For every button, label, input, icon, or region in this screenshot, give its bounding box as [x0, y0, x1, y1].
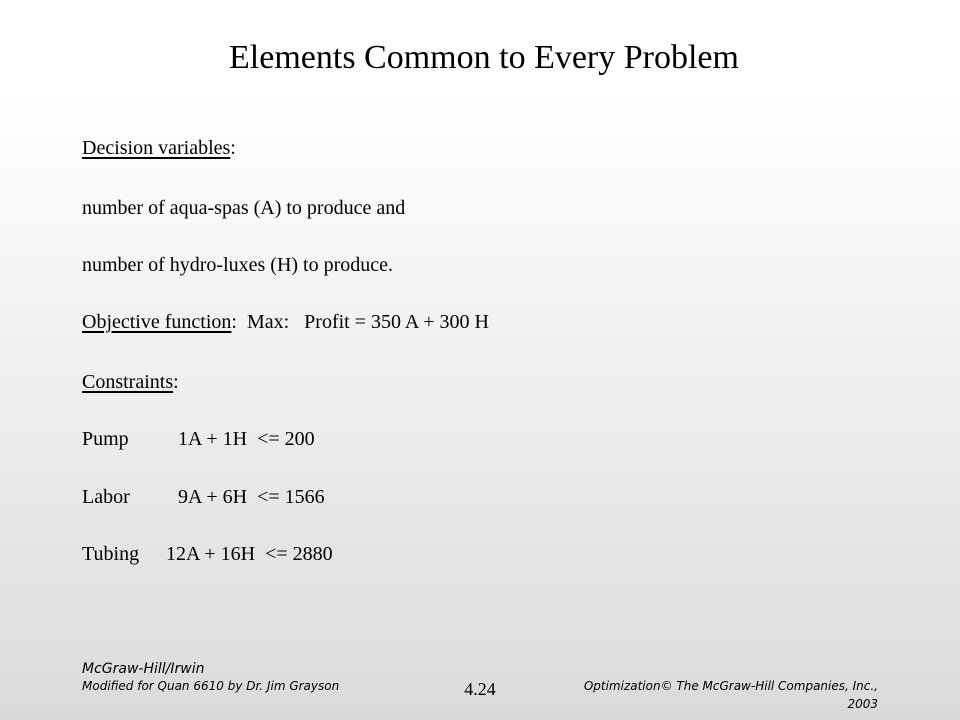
constraint-pump	[82, 427, 315, 451]
constraint-labor	[82, 485, 325, 509]
decision-variables-colon: :	[230, 137, 236, 159]
constraint-expression: 12A + 16H <= 2880	[166, 543, 333, 565]
variable-hydro-luxes: number of hydro-luxes (H) to produce.	[82, 254, 394, 276]
footer-modified-by: Modified for Quan 6610 by Dr. Jim Grayson	[82, 679, 340, 693]
objective-function-expression: : Max: Profit = 350 A + 300 H	[231, 311, 489, 333]
footer-copyright: Optimization© The McGraw-Hill Companies, Inc., 2003	[583, 679, 878, 711]
constraint-tubing	[82, 542, 333, 566]
slide-title: Elements Common to Every Problem	[229, 39, 739, 76]
constraints-heading: Constraints	[82, 371, 174, 393]
constraints-colon: :	[173, 371, 179, 393]
objective-function-heading: Objective function	[82, 311, 232, 333]
constraint-label: Pump	[82, 428, 129, 450]
footer-left	[82, 660, 339, 694]
constraint-label: Tubing	[82, 543, 140, 565]
constraint-label: Labor	[82, 486, 130, 508]
constraint-expression: 9A + 6H <= 1566	[178, 486, 325, 508]
footer-publisher: McGraw-Hill/Irwin	[82, 661, 205, 677]
constraints-heading-line	[82, 370, 179, 394]
decision-variables-heading-line	[82, 136, 236, 160]
constraint-expression: 1A + 1H <= 200	[178, 428, 315, 450]
objective-function-line	[82, 310, 489, 334]
page-number: 4.24	[464, 679, 496, 699]
variable-aqua-spas: number of aqua-spas (A) to produce and	[82, 197, 406, 219]
decision-variables-heading: Decision variables	[82, 137, 231, 159]
